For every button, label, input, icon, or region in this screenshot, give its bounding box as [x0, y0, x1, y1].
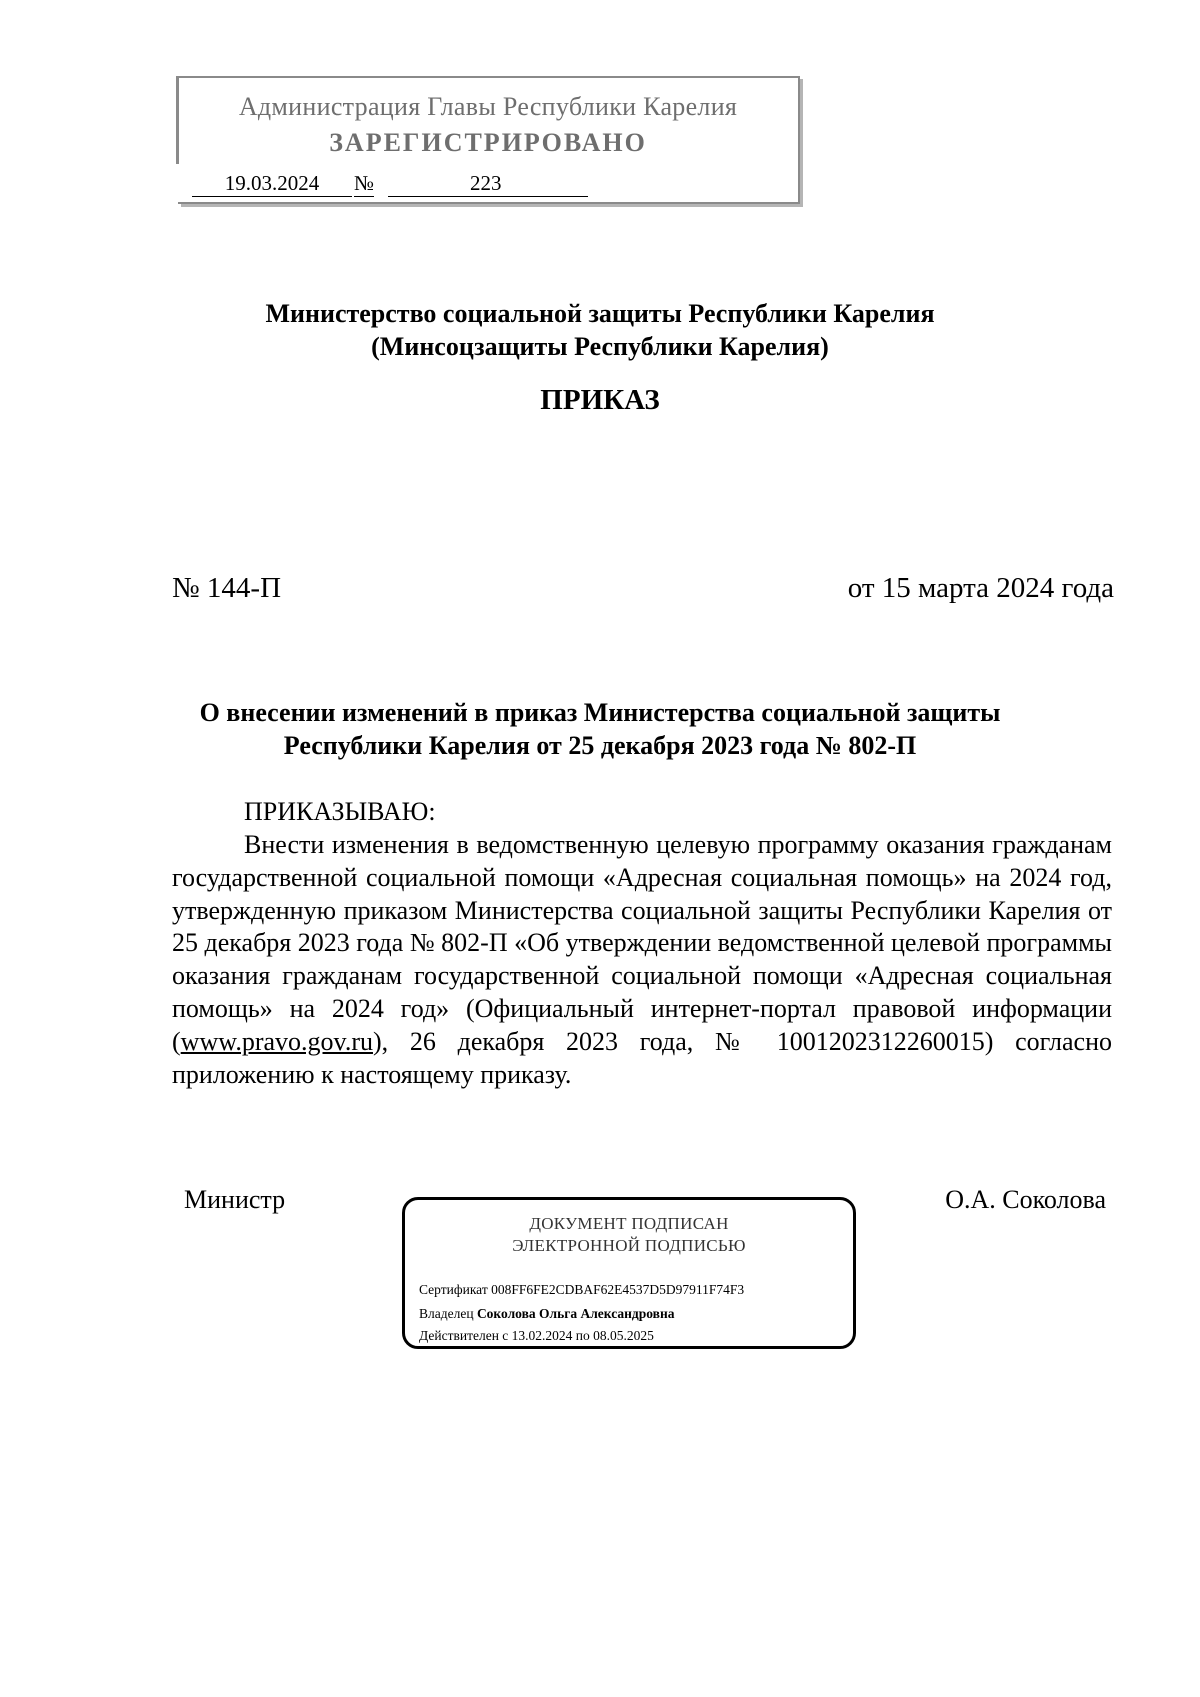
registration-date: 19.03.2024 [192, 170, 352, 197]
document-type-title: ПРИКАЗ [540, 384, 660, 416]
electronic-signature-stamp [402, 1197, 856, 1349]
certificate-value: 008FF6FE2CDBAF62E4537D5D97911F74F3 [491, 1282, 745, 1297]
order-date: от 15 марта 2024 года [847, 572, 1114, 604]
ministry-full-name: Министерство социальной защиты Республики Карелия [265, 299, 935, 328]
order-body-paragraph [172, 829, 1112, 1091]
ministry-short-name: (Минсоцзащиты Республики Карелия) [371, 332, 829, 361]
directive-heading: ПРИКАЗЫВАЮ: [244, 797, 436, 826]
registration-details [192, 170, 592, 198]
owner-row [419, 1306, 675, 1322]
validity-to-label: по [575, 1328, 590, 1343]
order-subject-line-2: Республики Карелия от 25 декабря 2023 года № 802-П [283, 731, 917, 760]
signatory-title: Министр [184, 1185, 286, 1214]
owner-value: Соколова Ольга Александровна [476, 1306, 675, 1321]
registration-stamp [178, 76, 800, 204]
validity-row [419, 1328, 654, 1344]
registration-status: ЗАРЕГИСТРИРОВАНО [329, 128, 647, 157]
validity-label: Действителен с [419, 1328, 509, 1343]
body-text-part-2: ), 26 декабря 2023 года, № 1001202312260015) согласно приложению к настоящему приказу. [172, 1026, 1112, 1089]
certificate-row [419, 1282, 744, 1298]
order-number: № 144-П [172, 572, 282, 604]
signature-stamp-heading-1: ДОКУМЕНТ ПОДПИСАН [529, 1214, 729, 1233]
signatory-name: О.А. Соколова [945, 1185, 1106, 1214]
certificate-label: Сертификат [419, 1282, 488, 1297]
registration-organization: Администрация Главы Республики Карелия [238, 92, 738, 121]
pravo-portal-link[interactable]: www.pravo.gov.ru [180, 1026, 373, 1056]
owner-label: Владелец [419, 1306, 474, 1321]
order-subject-line-1: О внесении изменений в приказ Министерства социальной защиты [199, 698, 1001, 727]
validity-to: 08.05.2025 [593, 1328, 654, 1343]
body-text-part-1: Внести изменения в ведомственную целевую программу оказания гражданам государственной социальной помощи «Адресная социальная помощь» на 2024 год, утвержденную приказом Министерства социальной защиты Республики Карелия от 25 декабря 2023 года № 802-П «Об утверждении ведомственной целевой программы оказания гражданам государственной социальной помощи «Адресная социальная помощь» на 2024 год» (Официальный интернет-портал правовой информации ( [172, 830, 1112, 1056]
validity-from: 13.02.2024 [511, 1328, 573, 1343]
registration-number-sign: № [354, 171, 375, 195]
registration-number: 223 [388, 170, 588, 197]
signature-stamp-heading-2: ЭЛЕКТРОННОЙ ПОДПИСЬЮ [512, 1236, 746, 1255]
